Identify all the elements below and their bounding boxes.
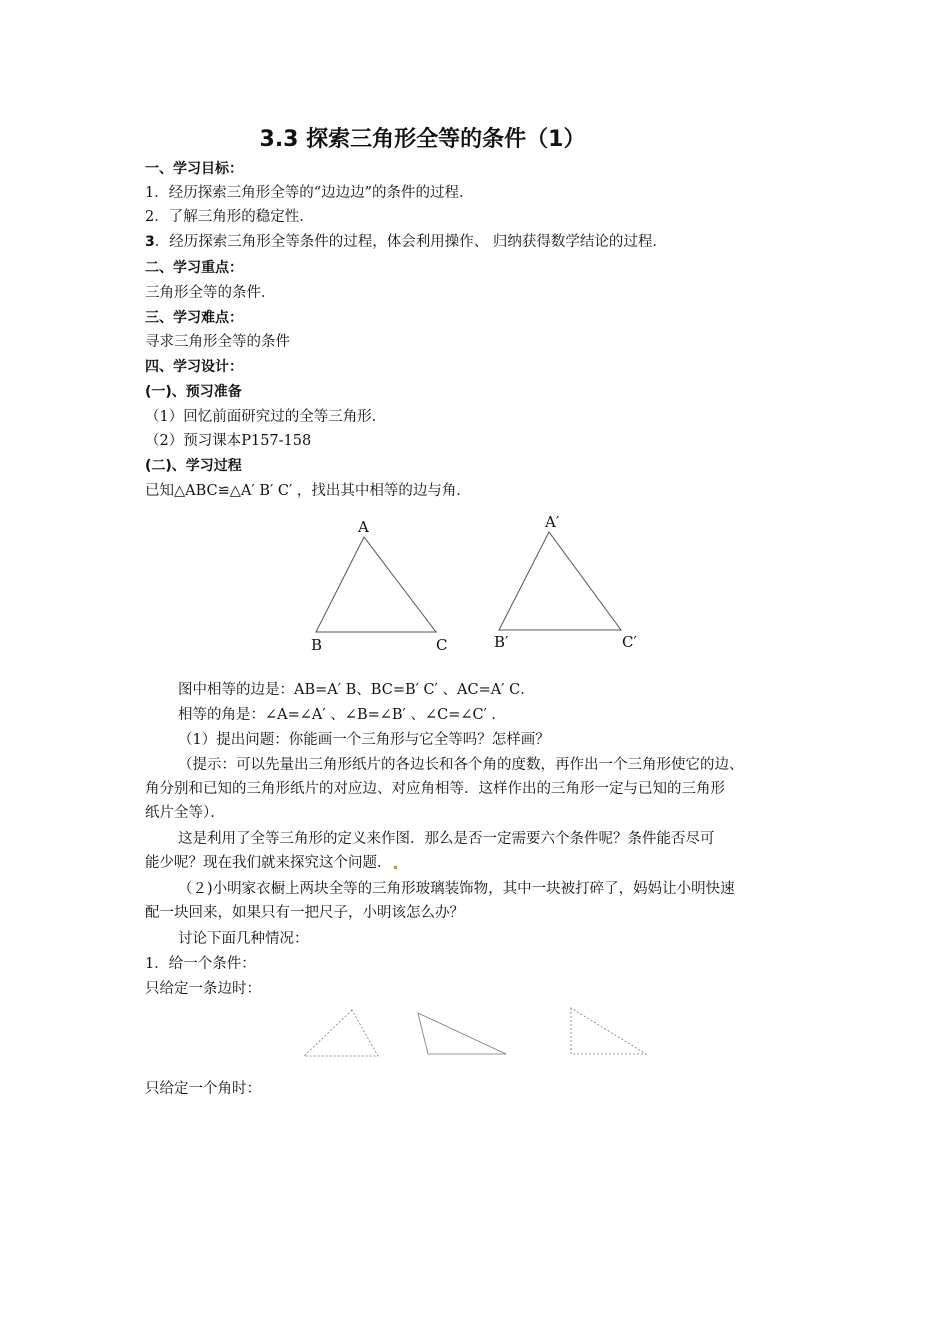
paragraph-line-1: 这是利用了全等三角形的定义来作图．那么是否一定需要六个条件呢？条件能否尽可 — [178, 831, 715, 847]
key-heading: 二、学习重点： — [145, 260, 243, 276]
goal-1: 1．经历探索三角形全等的“边边边”的条件的过程． — [145, 185, 474, 201]
question-1: （1）提出问题：你能画一个三角形与它全等吗？怎样画？ — [178, 732, 550, 748]
label-b: B — [311, 636, 323, 654]
paragraph-line-2-text: 能少呢？现在我们就来探究这个问题． — [145, 855, 392, 871]
case-1: 1．给一个条件： — [145, 956, 256, 972]
difficulty-heading: 三、学习难点： — [145, 310, 243, 326]
side-triangle-1 — [304, 1010, 378, 1056]
triangle-abc — [316, 537, 436, 632]
goal-2: 2．了解三角形的稳定性． — [145, 209, 314, 225]
prep-item-2: （2）预习课本P157-158 — [145, 433, 312, 449]
label-b-prime: B′ — [494, 633, 509, 651]
equal-angles: 相等的角是：∠A=∠A′ 、∠B=∠B′ 、∠C=∠C′ ． — [178, 707, 506, 723]
design-heading: 四、学习设计： — [145, 359, 243, 375]
process-heading: (二)、学习过程 — [145, 458, 242, 474]
marker-dot — [394, 866, 397, 869]
prep-item-1: （1）回忆前面研究过的全等三角形． — [145, 409, 387, 425]
one-side-text: 只给定一条边时： — [145, 981, 261, 997]
discuss-text: 讨论下面几种情况： — [178, 931, 309, 947]
hint-line-2: 角分别和已知的三角形纸片的对应边、对应角相等．这样作出的三角形一定与已知的三角形 — [145, 781, 725, 797]
goals-heading: 一、学习目标： — [145, 161, 243, 177]
paragraph-line-2 — [145, 853, 397, 873]
side-triangle-3 — [571, 1008, 646, 1054]
goal-3-number: 3 — [145, 234, 155, 250]
equal-sides: 图中相等的边是：AB=A′ B、BC=B′ C′ 、AC=A′ C． — [178, 682, 535, 698]
hint-line-1: （提示：可以先量出三角形纸片的各边长和各个角的度数，再作出一个三角形使它的边、 — [178, 757, 744, 773]
label-a: A — [358, 518, 369, 536]
difficulty-text: 寻求三角形全等的条件 — [145, 334, 290, 350]
question-2-line-1: （２)小明家衣橱上两块全等的三角形玻璃装饰物，其中一块被打碎了，妈妈让小明快速 — [178, 881, 735, 897]
hint-line-3: 纸片全等）． — [145, 805, 225, 821]
label-a-prime: A′ — [545, 513, 560, 531]
goal-3-text: ．经历探索三角形全等条件的过程，体会利用操作、 归纳获得数学结论的过程． — [154, 234, 667, 250]
question-2-line-2: 配一块回来，如果只有一把尺子，小明该怎么办？ — [145, 905, 464, 921]
page-title: 3.3 探索三角形全等的条件（1） — [259, 127, 586, 152]
triangle-abc-prime — [499, 532, 621, 630]
given-statement: 已知△ABC≌△A′ B′ C′ ，找出其中相等的边与角． — [145, 483, 471, 499]
key-text: 三角形全等的条件． — [145, 285, 276, 301]
one-angle-text: 只给定一个角时： — [145, 1081, 261, 1097]
side-triangle-2 — [418, 1013, 506, 1054]
label-c-prime: C′ — [622, 633, 637, 651]
label-c: C — [436, 636, 448, 654]
prep-heading: (一)、预习准备 — [145, 384, 242, 400]
